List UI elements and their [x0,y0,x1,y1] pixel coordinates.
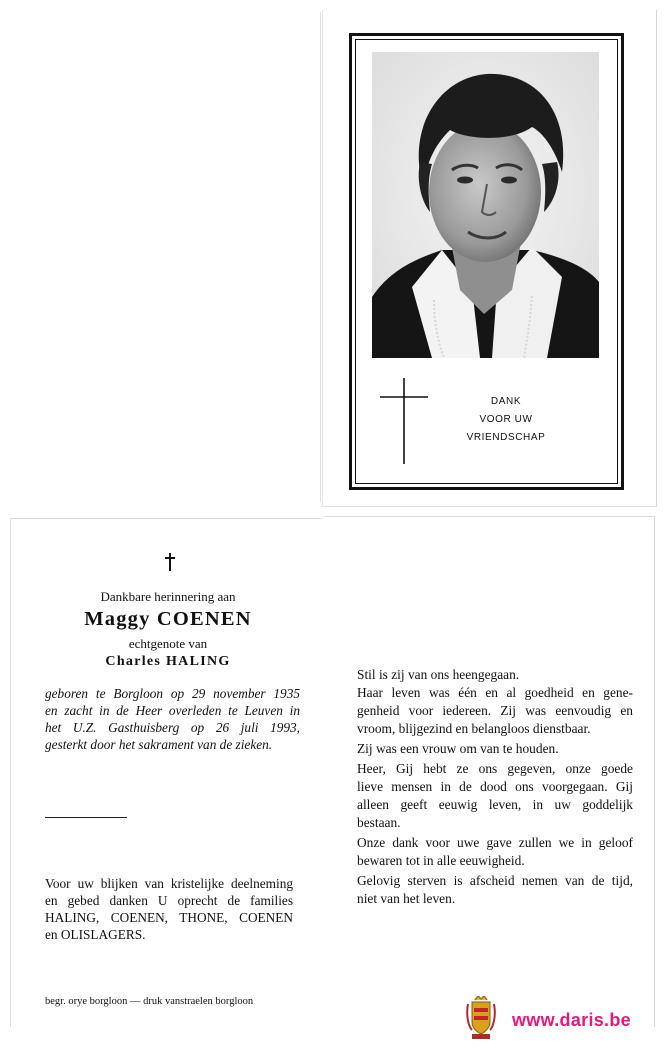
poem-line: Stil is zij van ons heengegaan. [357,667,520,682]
poem-line: Onze dank voor uwe gave zullen we in geloof [357,835,633,850]
divider-line [45,817,127,818]
poem-line: genheid voor iedereen. Zij was eenvoudig en [357,703,633,718]
poem-line: bewaren tot in alle eeuwigheid. [357,853,525,868]
poem-line: Haar leven was één en al goedheid en gene- [357,685,633,700]
cross-icon [380,378,428,464]
blank-card-panel [12,12,321,502]
life-line: en zacht in de Heer overleden te Leuven in [45,703,300,718]
poem-line: Heer, Gij hebt ze ons gegeven, onze goede [357,761,633,776]
poem-line: alleen geeft eeuwig leven, in uw goddelijk [357,797,633,812]
deceased-name: Maggy COENEN [84,608,252,630]
coat-of-arms-logo [466,996,496,1040]
life-line: gesterkt door het sakrament van de zieken. [45,737,273,752]
poem-line: bestaan. [357,815,401,830]
thanks-line: HALING, COENEN, THONE, COENEN [45,910,293,925]
portrait-photo [372,52,599,358]
cross-icon [163,552,177,572]
spouse-name: Charles HALING [105,654,231,669]
life-line: geboren te Borgloon op 29 november 1935 [45,686,300,701]
thanks-line: en OLISLAGERS. [45,927,146,942]
poem-line: Zij was een vrouw om van te houden. [357,741,559,756]
voor-uw-text: VOOR UW [479,414,533,425]
dank-text: DANK [490,396,522,407]
printer-credit: begr. orye borgloon — druk vanstraelen borgloon [45,996,254,1007]
poem-line: lieve mensen in de dood ons voorgegaan. Gij [357,779,633,794]
thanks-line: Voor uw blijken van kristelijke deelneming [45,876,293,891]
thanks-line: en gebed danken U oprecht de families [45,893,293,908]
poem-line: Gelovig sterven is afscheid nemen van de tijd, [357,873,633,888]
poem-line: niet van het leven. [357,891,456,906]
website-watermark[interactable]: www.daris.be [512,1010,631,1030]
poem-line: vroom, blijgezind en belangloos dienstbaar. [357,721,591,736]
spouse-relation-text: echtgenote van [128,636,208,651]
life-line: het U.Z. Gasthuisberg op 26 juli 1993, [45,720,300,735]
intro-text: Dankbare herinnering aan [100,589,236,604]
vriendschap-text: VRIENDSCHAP [466,432,546,443]
